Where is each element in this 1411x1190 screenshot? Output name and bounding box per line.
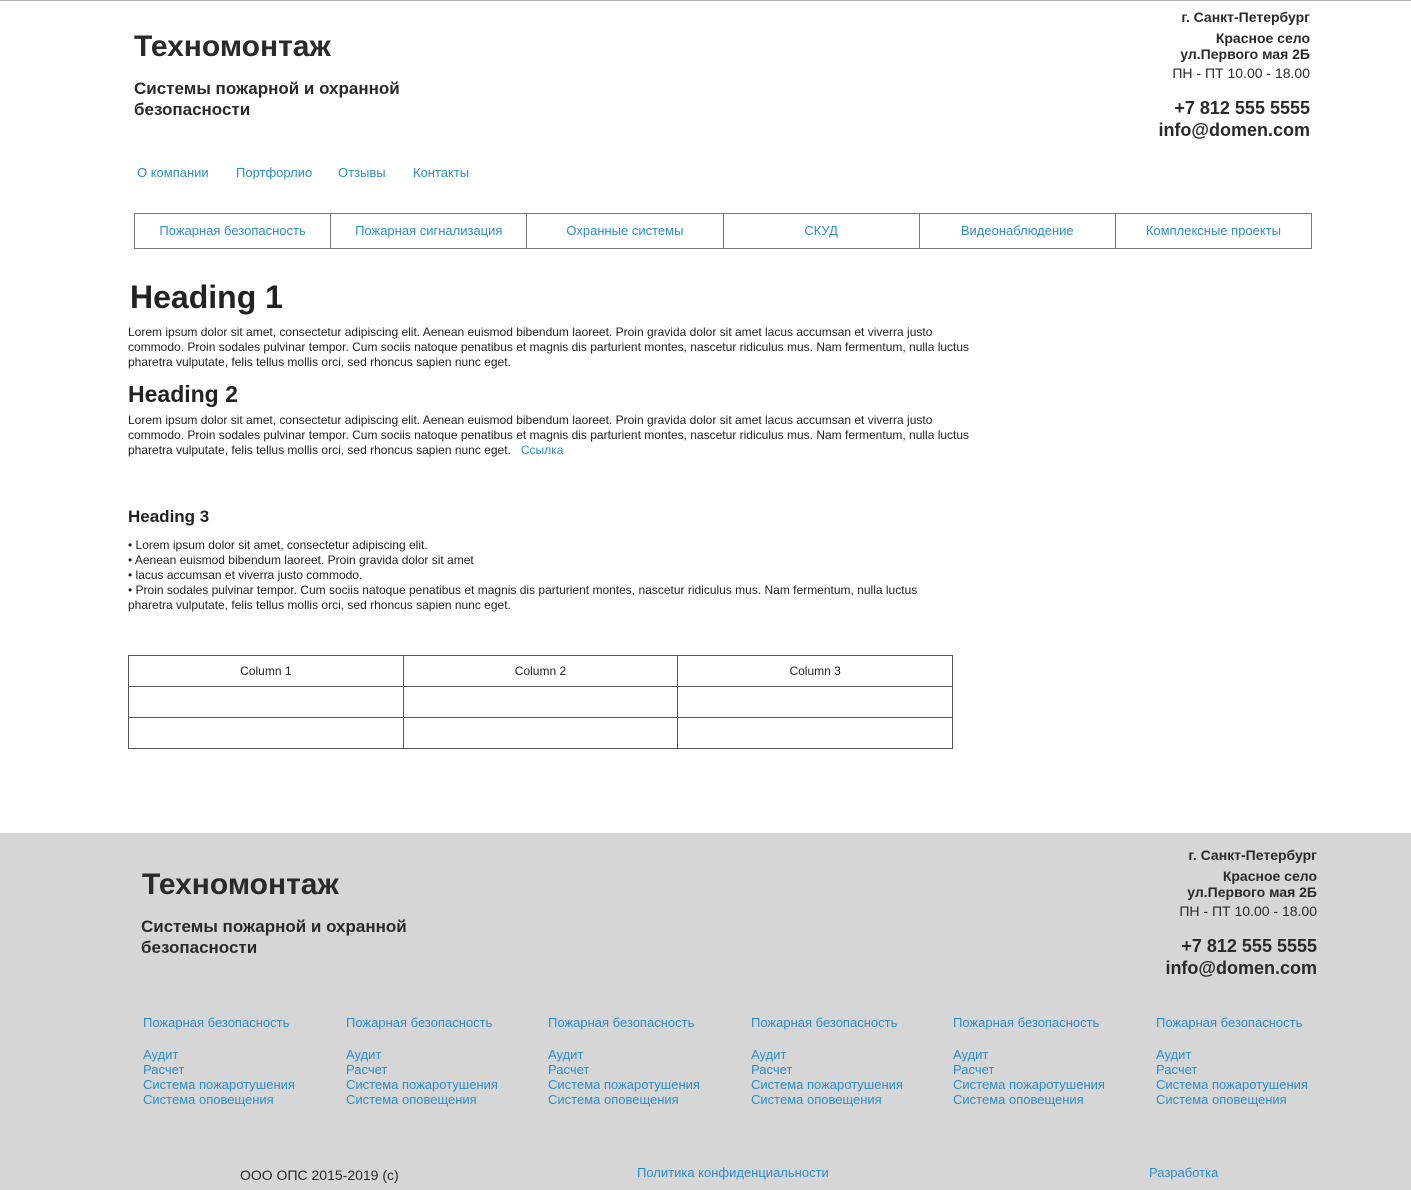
footer-menu-item[interactable]: Система пожаротушения	[548, 1077, 700, 1092]
nav-portfolio[interactable]: Портфорлио	[236, 165, 313, 180]
table-row	[129, 687, 953, 718]
category-complex-projects[interactable]: Комплексные проекты	[1115, 214, 1311, 248]
paragraph-1: Lorem ipsum dolor sit amet, consectetur adipiscing elit. Aenean euismod bibendum laoreet. Proin gravida dolor sit amet lacus accumsan et viverra justo commodo. Proin sodales pulvinar tempor. Cum sociis natoque penatibus et magnis dis parturient montes, nascetur ridiculus mus. Nam fermentum, nulla luctus pharetra vulputate, felis tellus mollis orci, sed rhoncus sapien nunc eget.	[128, 325, 970, 369]
footer-menu-item[interactable]: Аудит	[346, 1047, 382, 1062]
category-cctv[interactable]: Видеонаблюдение	[919, 214, 1115, 248]
footer-menu-heading[interactable]: Пожарная безопасность	[548, 1015, 695, 1030]
header-city: г. Санкт-Петербург	[1181, 9, 1310, 25]
footer-menu-item[interactable]: Система оповещения	[548, 1092, 679, 1107]
site-tagline: Системы пожарной и охранной безопасности	[134, 79, 400, 119]
heading-3: Heading 3	[128, 507, 210, 526]
footer-menu-column	[143, 1015, 333, 1107]
column-header: Column 3	[678, 656, 953, 687]
footer-menu-item[interactable]: Расчет	[346, 1062, 388, 1077]
footer-contacts	[1017, 847, 1317, 979]
footer-city: г. Санкт-Петербург	[1188, 847, 1317, 863]
footer-menu-item[interactable]: Система пожаротушения	[751, 1077, 903, 1092]
footer-menu-item[interactable]: Система оповещения	[751, 1092, 882, 1107]
column-header: Column 2	[403, 656, 678, 687]
bullet-list	[128, 538, 958, 613]
footer-menu-item[interactable]: Аудит	[953, 1047, 989, 1062]
footer-address-line2: ул.Первого мая 2Б	[1187, 884, 1317, 900]
data-table	[128, 655, 953, 749]
footer-menu-item[interactable]: Расчет	[143, 1062, 185, 1077]
footer-menu-item[interactable]: Аудит	[143, 1047, 179, 1062]
footer-phone[interactable]: +7 812 555 5555	[1181, 936, 1317, 956]
footer-menu-item[interactable]: Аудит	[751, 1047, 787, 1062]
footer-hours: ПН - ПТ 10.00 - 18.00	[1179, 903, 1317, 919]
footer-menu-item[interactable]: Система оповещения	[1156, 1092, 1287, 1107]
footer-menu-item[interactable]: Расчет	[751, 1062, 793, 1077]
nav-reviews[interactable]: Отзывы	[338, 165, 386, 180]
footer-menu-item[interactable]: Система оповещения	[953, 1092, 1084, 1107]
nav-about[interactable]: О компании	[137, 165, 209, 180]
footer-menu-column	[751, 1015, 941, 1107]
site-logo[interactable]: Техномонтаж	[134, 30, 331, 63]
footer-menu-item[interactable]: Система пожаротушения	[953, 1077, 1105, 1092]
table-header-row	[129, 656, 953, 687]
header-email[interactable]: info@domen.com	[1158, 120, 1310, 140]
footer-email[interactable]: info@domen.com	[1165, 958, 1317, 978]
header-phone[interactable]: +7 812 555 5555	[1174, 98, 1310, 118]
category-nav	[134, 213, 1312, 249]
footer-tagline: Системы пожарной и охранной безопасности	[141, 917, 407, 957]
header-contacts	[1010, 9, 1310, 141]
paragraph-2-text: Lorem ipsum dolor sit amet, consectetur adipiscing elit. Aenean euismod bibendum laoreet. Proin gravida dolor sit amet lacus accumsan et viverra justo commodo. Proin sodales pulvinar tempor. Cum sociis natoque penatibus et magnis dis parturient montes, nascetur ridiculus mus. Nam fermentum, nulla luctus pharetra vulputate, felis tellus mollis orci, sed rhoncus sapien nunc eget.	[128, 413, 970, 457]
footer-menu-column	[1156, 1015, 1346, 1107]
table-row	[129, 718, 953, 749]
footer-menu-item[interactable]: Система оповещения	[143, 1092, 274, 1107]
footer-menu-heading[interactable]: Пожарная безопасность	[1156, 1015, 1303, 1030]
list-item: • Lorem ipsum dolor sit amet, consectetur adipiscing elit.	[128, 538, 428, 552]
table-cell	[678, 718, 953, 749]
footer-menu-item[interactable]: Аудит	[548, 1047, 584, 1062]
heading-1: Heading 1	[130, 279, 283, 315]
inline-link[interactable]: Ссылка	[520, 443, 564, 457]
footer-menu-heading[interactable]: Пожарная безопасность	[143, 1015, 290, 1030]
table-cell	[129, 687, 404, 718]
copyright: ООО ОПС 2015-2019 (c)	[240, 1167, 399, 1183]
heading-2: Heading 2	[128, 381, 238, 407]
category-fire-alarm[interactable]: Пожарная сигнализация	[330, 214, 526, 248]
header-hours: ПН - ПТ 10.00 - 18.00	[1172, 65, 1310, 81]
column-header: Column 1	[129, 656, 404, 687]
table-cell	[403, 718, 678, 749]
list-item: • Aenean euismod bibendum laoreet. Proin gravida dolor sit amet	[128, 553, 474, 567]
header-address-line2: ул.Первого мая 2Б	[1180, 46, 1310, 62]
header-address-line1: Красное село	[1215, 30, 1310, 46]
footer-menu-column	[953, 1015, 1143, 1107]
developer-link[interactable]: Разработка	[1149, 1165, 1219, 1180]
table-cell	[403, 687, 678, 718]
footer-menu-heading[interactable]: Пожарная безопасность	[751, 1015, 898, 1030]
paragraph-2	[128, 413, 978, 458]
footer-menu-item[interactable]: Система пожаротушения	[1156, 1077, 1308, 1092]
table-cell	[678, 687, 953, 718]
list-item: • lacus accumsan et viverra justo commodo.	[128, 568, 363, 582]
footer-menu-item[interactable]: Расчет	[1156, 1062, 1198, 1077]
footer-menu-item[interactable]: Расчет	[548, 1062, 590, 1077]
table-cell	[129, 718, 404, 749]
footer-logo[interactable]: Техномонтаж	[142, 868, 339, 901]
top-border	[0, 0, 1411, 1]
footer-menu-item[interactable]: Расчет	[953, 1062, 995, 1077]
footer-menu-column	[548, 1015, 738, 1107]
site-footer	[0, 833, 1411, 1190]
footer-address-line1: Красное село	[1222, 868, 1317, 884]
privacy-policy-link[interactable]: Политика конфиденциальности	[637, 1165, 829, 1180]
footer-menu-item[interactable]: Система оповещения	[346, 1092, 477, 1107]
footer-menu-column	[346, 1015, 536, 1107]
category-fire-safety[interactable]: Пожарная безопасность	[159, 223, 306, 238]
footer-menu-heading[interactable]: Пожарная безопасность	[953, 1015, 1100, 1030]
footer-menu-item[interactable]: Аудит	[1156, 1047, 1192, 1062]
footer-menu-item[interactable]: Система пожаротушения	[143, 1077, 295, 1092]
footer-menu-item[interactable]: Система пожаротушения	[346, 1077, 498, 1092]
nav-contacts[interactable]: Контакты	[413, 165, 470, 180]
category-security-systems[interactable]: Охранные системы	[526, 214, 722, 248]
list-item: • Proin sodales pulvinar tempor. Cum sociis natoque penatibus et magnis dis parturient montes, nascetur ridiculus mus. Nam fermentum, nulla luctus pharetra vulputate, felis tellus mollis orci, sed rhoncus sapien nunc eget.	[128, 583, 918, 612]
footer-menu-heading[interactable]: Пожарная безопасность	[346, 1015, 493, 1030]
category-access-control[interactable]: СКУД	[723, 214, 919, 248]
